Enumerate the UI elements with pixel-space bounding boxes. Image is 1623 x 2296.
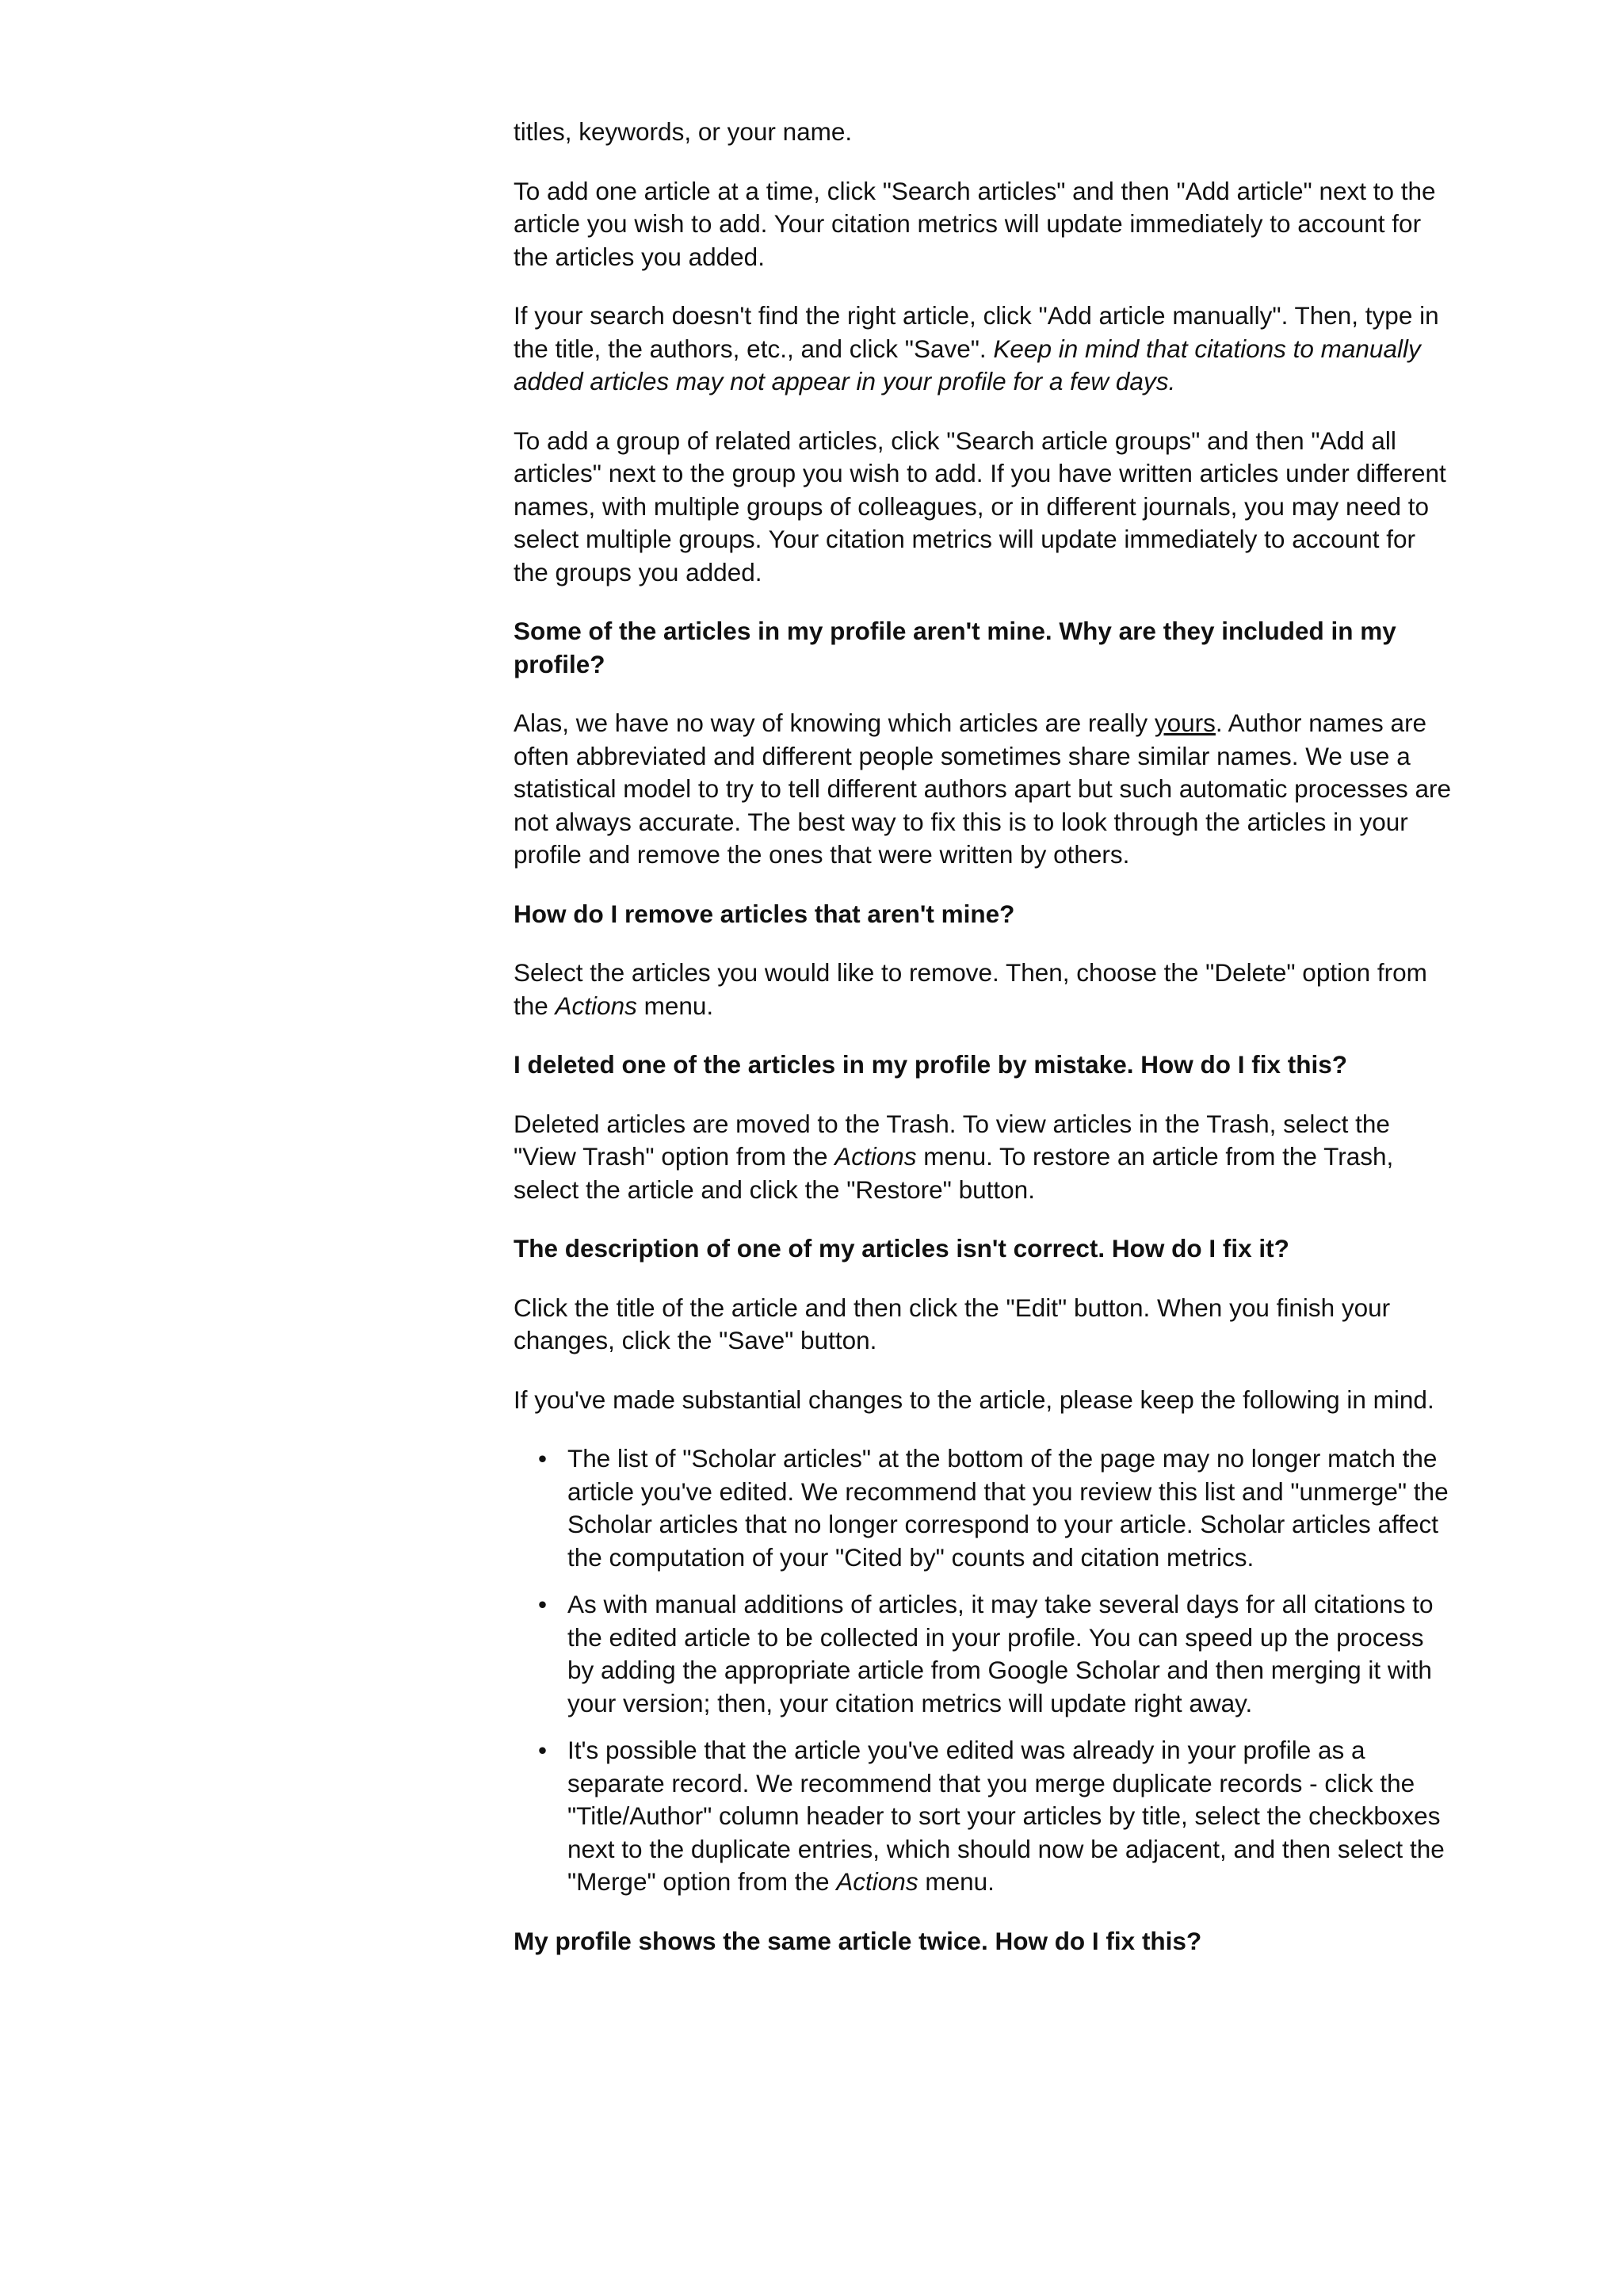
list-item-text (567, 1736, 1445, 1896)
paragraph-add-one-article: To add one article at a time, click "Search articles" and then "Add article" next to the article you wish to add. Your citation metrics will update immediately to account for the articles you added. (514, 176, 1436, 271)
list-item-actions: Actions (836, 1867, 918, 1896)
question-remove: How do I remove articles that aren't mine? (514, 899, 1015, 928)
paragraph-add-group: To add a group of related articles, click "Search article groups" and then "Add all articles" next to the group you wish to add. If you have written articles under different names, with multiple groups of colleagues, or in different journals, you may need to select multiple groups. Your citation metrics will update immediately to account for the groups you added. (514, 426, 1446, 586)
answer-deleted-actions: Actions (834, 1142, 917, 1171)
list-item-text-b: menu. (918, 1867, 995, 1896)
paragraph-continuation: titles, keywords, or your name. (514, 117, 853, 146)
answer-not-mine (514, 707, 1453, 872)
answer-remove-text-a: Select the articles you would like to remove. Then, choose the "Delete" option from the (514, 958, 1427, 1020)
question-twice: My profile shows the same article twice. How do I fix this? (514, 1926, 1202, 1955)
question-not-mine: Some of the articles in my profile aren't mine. Why are they included in my profile? (514, 617, 1396, 678)
question-deleted: I deleted one of the articles in my profile by mistake. How do I fix this? (514, 1050, 1347, 1079)
list-item (538, 1442, 1453, 1574)
answer-not-mine-text-b: . Author names are often abbreviated and different people sometimes share similar names. We use a statistical model to try to tell different authors apart but such automatic processes are not always accurate. The best way to fix this is to look through the articles in your profile and remove the ones that were written by others. (514, 709, 1452, 869)
bullet-icon: • (538, 1590, 548, 1618)
answer-description: Click the title of the article and then click the "Edit" button. When you finish your changes, click the "Save" button. (514, 1293, 1391, 1354)
answer-substantial: If you've made substantial changes to the article, please keep the following in mind. (514, 1385, 1434, 1414)
answer-deleted-text-b: menu. To restore an article from the Trash, select the article and click the "Restore" button. (514, 1142, 1394, 1204)
bullet-list (514, 1442, 1453, 1899)
paragraph-add-manually-text: If your search doesn't find the right article, click "Add article manually". Then, type in the title, the authors, etc., and click "Save". (514, 301, 1439, 363)
question-description: The description of one of my articles isn't correct. How do I fix it? (514, 1234, 1289, 1263)
list-item-text: As with manual additions of articles, it may take several days for all citations to the edited article to be collected in your profile. You can speed up the process by adding the appropriate article from Google Scholar and then merging it with your version; then, your citation metrics will update right away. (567, 1590, 1434, 1717)
list-item-text: The list of "Scholar articles" at the bottom of the page may no longer match the article you've edited. We recommend that you review this list and "unmerge" the Scholar articles that no longer correspond to your article. Scholar articles affect the computation of your "Cited by" counts and citation metrics. (567, 1444, 1449, 1572)
paragraph-add-manually (514, 300, 1453, 399)
list-item (538, 1588, 1453, 1720)
answer-remove-actions: Actions (555, 991, 637, 1020)
list-item-text-a: It's possible that the article you've edited was already in your profile as a separate record. We recommend that you merge duplicate records - click the "Title/Author" column header to sort your articles by title, select the checkboxes next to the duplicate entries, which should now be adjacent, and then select the "Merge" option from the (567, 1736, 1445, 1896)
answer-not-mine-text-a: Alas, we have no way of knowing which articles are really (514, 709, 1155, 737)
paragraph-add-manually-note: Keep in mind that citations to manually added articles may not appear in your profile for a few days. (514, 334, 1421, 395)
answer-deleted-text-a: Deleted articles are moved to the Trash. To view articles in the Trash, select the "View Trash" option from the (514, 1109, 1390, 1171)
answer-remove-text-b: menu. (636, 991, 714, 1020)
bullet-icon: • (538, 1736, 548, 1764)
bullet-icon: • (538, 1444, 548, 1473)
answer-remove (514, 957, 1453, 1022)
list-item (538, 1734, 1453, 1899)
answer-deleted (514, 1108, 1453, 1207)
answer-not-mine-emphasis: yours (1154, 709, 1216, 737)
document-page (514, 116, 1453, 1984)
